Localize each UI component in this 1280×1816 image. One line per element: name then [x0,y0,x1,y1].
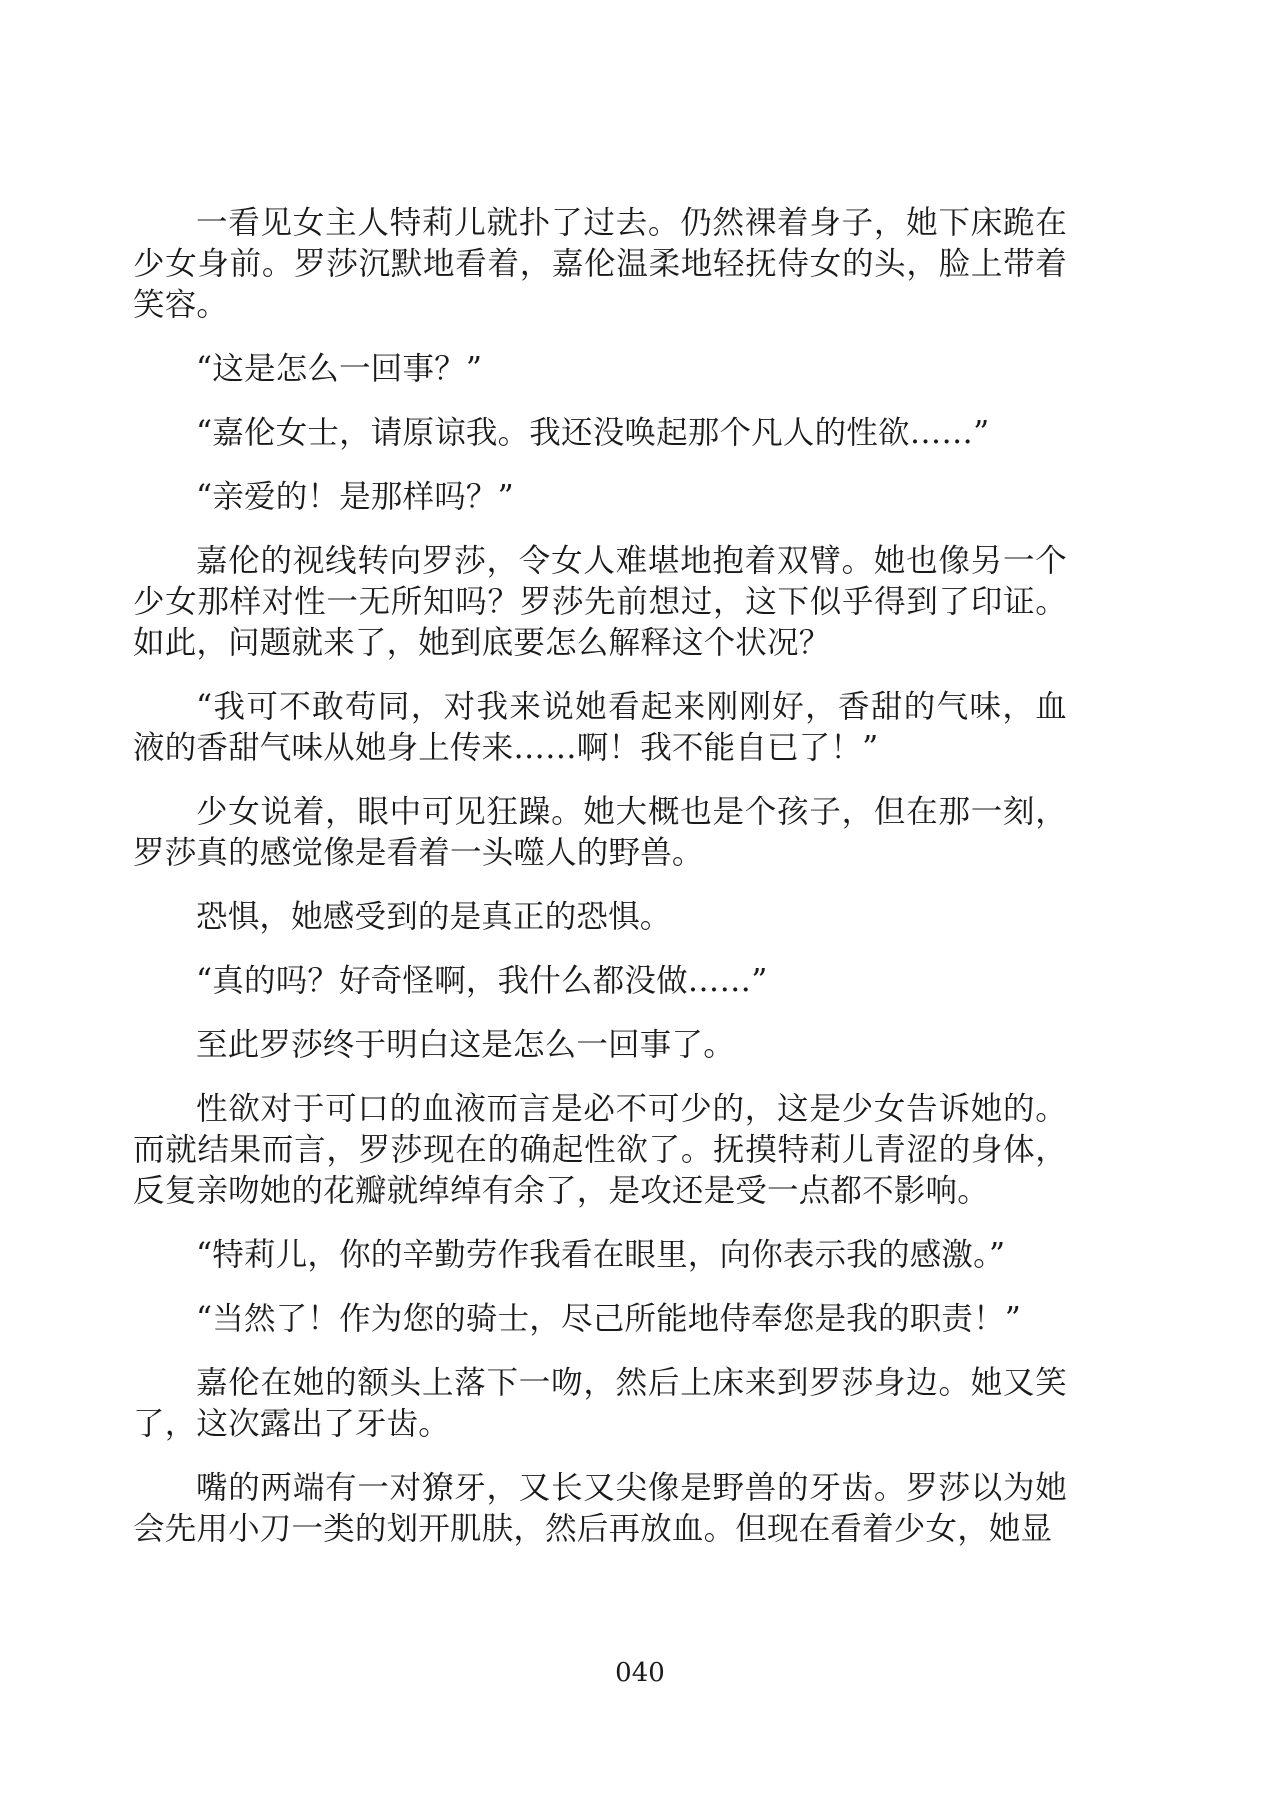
paragraph: “特莉儿，你的辛勤劳作我看在眼里，向你表示我的感激。” [196,1237,1006,1273]
paragraph: “这是怎么一回事？” [196,351,483,387]
paragraph: “我可不敢苟同，对我来说她看起来刚刚好，香甜的气味，血液的香甜气味从她身上传来……啊！我不能自已了！” [133,689,1067,766]
paragraph: 少女说着，眼中可见狂躁。她大概也是个孩子，但在那一刻，罗莎真的感觉像是看着一头噬人的野兽。 [133,794,1067,871]
paragraph: 恐惧，她感受到的是真正的恐惧。 [196,899,672,935]
paragraph: 至此罗莎终于明白这是怎么一回事了。 [196,1027,735,1063]
paragraph: 性欲对于可口的血液而言是必不可少的，这是少女告诉她的。而就结果而言，罗莎现在的确起性欲了。抚摸特莉儿青涩的身体，反复亲吻她的花瓣就绰绰有余了，是攻还是受一点都不影响。 [133,1091,1067,1209]
paragraph: “当然了！作为您的骑士，尽己所能地侍奉您是我的职责！” [196,1301,1022,1337]
paragraph: “嘉伦女士，请原谅我。我还没唤起那个凡人的性欲……” [196,415,990,451]
paragraph: 嘉伦在她的额头上落下一吻，然后上床来到罗莎身边。她又笑了，这次露出了牙齿。 [133,1365,1067,1442]
page-number: 040 [615,1658,665,1688]
paragraph: 嘉伦的视线转向罗莎，令女人难堪地抱着双臂。她也像另一个少女那样对性一无所知吗？罗莎先前想过，这下似乎得到了印证。如此，问题就来了，她到底要怎么解释这个状况？ [133,543,1067,661]
paragraph: “亲爱的！是那样吗？” [196,479,514,515]
paragraph: “真的吗？好奇怪啊，我什么都没做……” [196,963,768,999]
paragraph: 嘴的两端有一对獠牙，又长又尖像是野兽的牙齿。罗莎以为她会先用小刀一类的划开肌肤，然后再放血。但现在看着少女，她显 [133,1470,1067,1547]
paragraph: 一看见女主人特莉儿就扑了过去。仍然裸着身子，她下床跪在少女身前。罗莎沉默地看着，嘉伦温柔地轻抚侍女的头，脸上带着笑容。 [133,205,1067,323]
page-body [133,203,1067,1573]
